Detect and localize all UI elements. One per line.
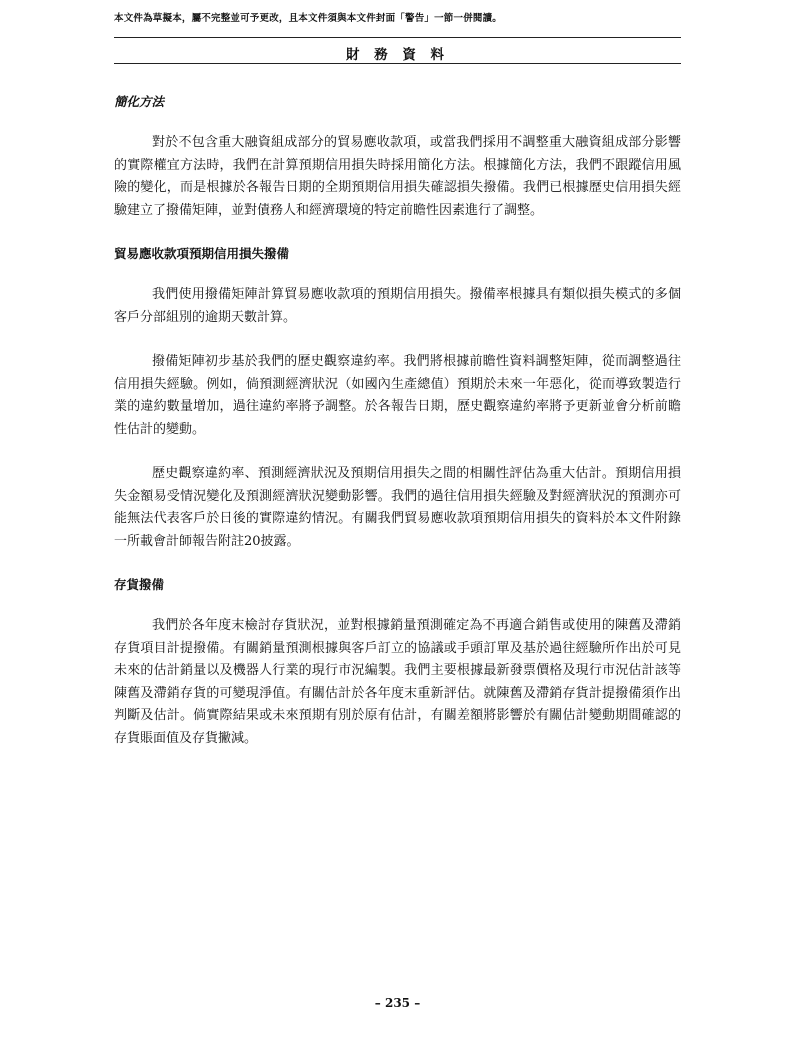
paragraph: 我們使用撥備矩陣計算貿易應收款項的預期信用損失。撥備率根據具有類似損失模式的多個客戶分部組別的逾期天數計算。: [114, 287, 681, 325]
page-section-title: 財 務 資 料: [345, 47, 450, 63]
section-heading: 存貨撥備: [114, 577, 165, 592]
section-heading: 簡化方法: [114, 94, 165, 109]
header-rule: [114, 63, 681, 64]
paragraph: 撥備矩陣初步基於我們的歷史觀察違約率。我們將根據前瞻性資料調整矩陣，從而調整過往信用損失經驗。例如，倘預測經濟狀況（如國內生產總值）預期於未來一年惡化，從而導致製造行業的違約數量增加，過往違約率將予調整。於各報告日期，歷史觀察違約率將予更新並會分析前瞻性估計的變動。: [114, 354, 681, 437]
top-rule: [114, 37, 681, 38]
section-heading: 貿易應收款項預期信用損失撥備: [114, 246, 290, 261]
page-number: – 235 –: [374, 996, 421, 1010]
document-body: [114, 92, 681, 750]
paragraph: 對於不包含重大融資組成部分的貿易應收款項，或當我們採用不調整重大融資組成部分影響的實際權宜方法時，我們在計算預期信用損失時採用簡化方法。根據簡化方法，我們不跟蹤信用風險的變化，而是根據於各報告日期的全期預期信用損失確認損失撥備。我們已根據歷史信用損失經驗建立了撥備矩陣，並對債務人和經濟環境的特定前瞻性因素進行了調整。: [114, 135, 681, 218]
paragraph: 我們於各年度末檢討存貨狀況，並對根據銷量預測確定為不再適合銷售或使用的陳舊及滯銷存貨項目計提撥備。有關銷量預測根據與客戶訂立的協議或手頭訂單及基於過往經驗所作出於可見未來的估計銷量以及機器人行業的現行市況編製。我們主要根據最新發票價格及現行市況估計該等陳舊及滯銷存貨的可變現淨值。有關估計於各年度末重新評估。就陳舊及滯銷存貨計提撥備須作出判斷及估計。倘實際結果或未來預期有別於原有估計，有關差額將影響於有關估計變動期間確認的存貨賬面值及存貨撇減。: [114, 618, 681, 746]
draft-disclaimer: 本文件為草擬本，屬不完整並可予更改，且本文件須與本文件封面「警告」一節一併閱讀。: [114, 13, 503, 24]
paragraph: 歷史觀察違約率、預測經濟狀況及預期信用損失之間的相關性評估為重大估計。預期信用損失金額易受情況變化及預測經濟狀況變動影響。我們的過往信用損失經驗及對經濟狀況的預測亦可能無法代表客戶於日後的實際違約情況。有關我們貿易應收款項預期信用損失的資料於本文件附錄一所載會計師報告附註20披露。: [114, 466, 681, 549]
